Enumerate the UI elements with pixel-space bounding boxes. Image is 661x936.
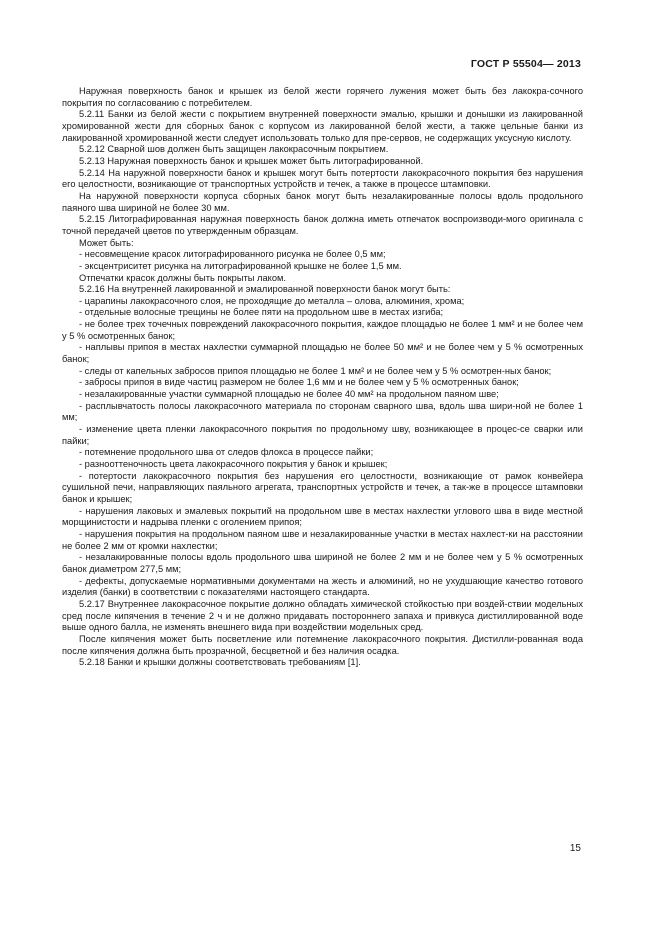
list-item: - нарушения покрытия на продольном паяном шве и незалакированные участки в местах нахлест-ки на расстоянии не более 2 мм от кромки нахлестки;: [62, 528, 583, 551]
paragraph: 5.2.11 Банки из белой жести с покрытием внутренней поверхности эмалью, крышки и донышки из лакированной хромированной жести для сборных банок с корпусом из лакированной белой жести, а также цельные банки из лакированной хромированной жести следует использовать только для пре-сервов, не содержащих уксусную кислоту.: [62, 109, 583, 143]
list-item: - царапины лакокрасочного слоя, не проходящие до металла – олова, алюминия, хрома;: [79, 295, 465, 306]
list-item: - наплывы припоя в местах нахлестки суммарной площадью не более 50 мм² и не более чем у 5 % осмотренных банок;: [62, 342, 583, 365]
paragraph: 5.2.15 Литографированная наружная поверхность банок должна иметь отпечаток воспроизводи-мого оригинала с точной передачей цветов по утвержденным образцам.: [62, 214, 583, 236]
page-number: 15: [569, 843, 581, 854]
paragraph: 5.2.18 Банки и крышки должны соответствовать требованиям [1].: [79, 657, 361, 668]
list-item: - потемнение продольного шва от следов флокса в процессе пайки;: [79, 447, 374, 458]
list-item: - не более трех точечных повреждений лакокрасочного покрытия, каждое площадью не более 1 мм² и не более чем у 5 % осмотренных банок;: [62, 319, 583, 341]
list-item: - разнооттеночность цвета лакокрасочного покрытия у банок и крышек;: [79, 459, 388, 469]
list-item: - расплывчатость полосы лакокрасочного материала по сторонам сварного шва, вдоль шва шири-ной не более 1 мм;: [62, 400, 583, 423]
paragraph: Отпечатки красок должны быть покрыты лаком.: [79, 272, 286, 283]
paragraph: 5.2.13 Наружная поверхность банок и крышек может быть литографированной.: [79, 155, 424, 166]
paragraph: Наружная поверхность банок и крышек из белой жести горячего лужения может быть без лакокра-сочного покрытия по согласованию с потребителем.: [62, 86, 583, 108]
list-item: - нарушения лаковых и эмалевых покрытий на продольном шве в местах нахлестки углового шва в виде местной морщинистости и надрыва пленки с оголением припоя;: [62, 505, 583, 528]
list-item: - незалакированные участки суммарной площадью не более 40 мм² на продольном паяном шве;: [79, 389, 499, 400]
list-item: - потертости лакокрасочного покрытия без нарушения его целостности, возникающие от рамок конвейера сушильной печи, направляющих паяльного агрегата, транспортных устройств и течек, а так-же в процессе штамповки банок и крышек;: [62, 470, 583, 504]
paragraph: 5.2.17 Внутреннее лакокрасочное покрытие должно обладать химической стойкостью при воздей-ствии модельных сред после кипячения в течение 2 ч и не должно придавать постороннего запаха и привкуса дистиллированной воде выше одного балла, не изменять внешнего вида при воздействии модельных сред.: [62, 598, 583, 633]
list-item: - отдельные волосные трещины не более пяти на продольном шве в местах изгиба;: [79, 307, 444, 318]
list-item: - несовмещение красок литографированного рисунка не более 0,5 мм;: [79, 249, 386, 260]
document-body: [62, 86, 583, 669]
list-item: - дефекты, допускаемые нормативными документами на жесть и алюминий, но не ухудшающие качество готового изделия (банки) в соответствии с показателями настоящего стандарта.: [62, 575, 583, 598]
paragraph: После кипячения может быть посветление или потемнение лакокрасочного покрытия. Дистилли-рованная вода после кипячения должна быть прозрачной, бесцветной и без наличия осадка.: [62, 633, 583, 656]
paragraph: Может быть:: [79, 237, 134, 248]
paragraph: На наружной поверхности корпуса сборных банок могут быть незалакированные полосы вдоль продольного паяного шва шириной не более 30 мм.: [62, 190, 583, 213]
list-item: - забросы припоя в виде частиц размером не более 1,6 мм и не более чем у 5 % осмотренных банок;: [79, 377, 519, 388]
list-item: - незалакированные полосы вдоль продольного шва шириной не более 2 мм и не более чем у 5 % осмотренных банок диаметром 277,5 мм;: [62, 552, 583, 574]
list-item: - изменение цвета пленки лакокрасочного покрытия по продольному шву, возникающее в процес-се сварки или пайки;: [62, 424, 583, 446]
paragraph: 5.2.12 Сварной шов должен быть защищен лакокрасочным покрытием.: [79, 144, 389, 155]
paragraph: 5.2.14 На наружной поверхности банок и крышек могут быть потертости лакокрасочного покрытия без нарушения его целостности, возникающие от транспортных устройств и течек, а также в процессе штамповки.: [62, 167, 583, 190]
list-item: - эксцентриситет рисунка на литографированной крышке не более 1,5 мм.: [79, 260, 402, 271]
paragraph: 5.2.16 На внутренней лакированной и эмалированной поверхности банок могут быть:: [79, 284, 451, 295]
document-header: ГОСТ Р 55504— 2013: [470, 58, 581, 70]
list-item: - следы от капельных забросов припоя площадью не более 1 мм² и не более чем у 5 % осмотрен-ных банок;: [79, 365, 552, 376]
